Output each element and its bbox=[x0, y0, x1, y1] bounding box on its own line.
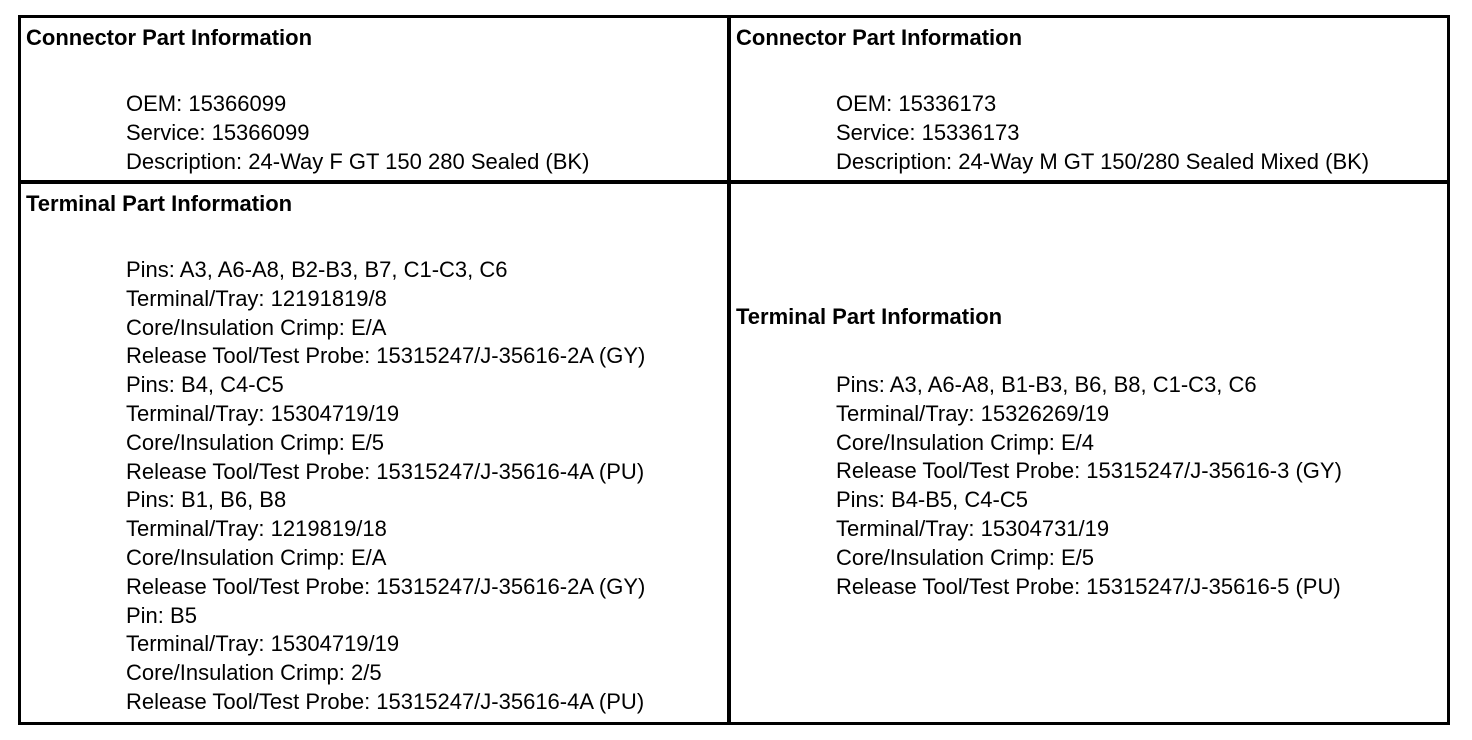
terminal-tray-line: Terminal/Tray: 15304719/19 bbox=[126, 400, 400, 426]
connector-details-left bbox=[126, 90, 589, 176]
terminal-part-info-right bbox=[731, 184, 1447, 722]
terminal-tray-line: Terminal/Tray: 12191819/8 bbox=[126, 285, 387, 311]
connector-details-right bbox=[836, 90, 1369, 176]
oem-number: OEM: 15336173 bbox=[836, 91, 997, 116]
release-tool-line: Release Tool/Test Probe: 15315247/J-35616-2A (GY) bbox=[126, 343, 646, 369]
pins-line: Pin: B5 bbox=[126, 602, 197, 628]
connector-part-info-right bbox=[731, 18, 1447, 184]
terminal-details-right bbox=[836, 371, 1342, 601]
connector-heading-right: Connector Part Information bbox=[736, 25, 1023, 50]
terminal-tray-line: Terminal/Tray: 1219819/18 bbox=[126, 516, 387, 542]
description: Description: 24-Way F GT 150 280 Sealed (BK) bbox=[126, 148, 590, 174]
terminal-tray-line: Terminal/Tray: 15304719/19 bbox=[126, 631, 400, 657]
service-number: Service: 15336173 bbox=[836, 119, 1020, 145]
connector-heading-left: Connector Part Information bbox=[26, 25, 313, 50]
release-tool-line: Release Tool/Test Probe: 15315247/J-35616-4A (PU) bbox=[126, 458, 645, 484]
pins-line: Pins: B1, B6, B8 bbox=[126, 487, 287, 513]
release-tool-line: Release Tool/Test Probe: 15315247/J-35616-5 (PU) bbox=[836, 573, 1341, 599]
pins-line: Pins: B4, C4-C5 bbox=[126, 372, 284, 398]
crimp-line: Core/Insulation Crimp: E/A bbox=[126, 544, 387, 570]
crimp-line: Core/Insulation Crimp: E/4 bbox=[836, 429, 1094, 455]
release-tool-line: Release Tool/Test Probe: 15315247/J-35616-3 (GY) bbox=[836, 458, 1342, 484]
connector-part-info-left bbox=[21, 18, 731, 184]
crimp-line: Core/Insulation Crimp: 2/5 bbox=[126, 660, 382, 686]
crimp-line: Core/Insulation Crimp: E/5 bbox=[836, 544, 1094, 570]
terminal-part-info-left bbox=[21, 184, 731, 722]
terminal-details-left bbox=[126, 256, 645, 717]
description: Description: 24-Way M GT 150/280 Sealed Mixed (BK) bbox=[836, 148, 1370, 174]
pins-line: Pins: A3, A6-A8, B2-B3, B7, C1-C3, C6 bbox=[126, 257, 508, 282]
oem-number: OEM: 15366099 bbox=[126, 91, 287, 116]
service-number: Service: 15366099 bbox=[126, 119, 310, 145]
terminal-heading-right: Terminal Part Information bbox=[736, 304, 1003, 329]
release-tool-line: Release Tool/Test Probe: 15315247/J-35616-2A (GY) bbox=[126, 573, 646, 599]
crimp-line: Core/Insulation Crimp: E/A bbox=[126, 314, 387, 340]
terminal-heading-left: Terminal Part Information bbox=[26, 191, 293, 216]
pins-line: Pins: A3, A6-A8, B1-B3, B6, B8, C1-C3, C6 bbox=[836, 372, 1257, 397]
pins-line: Pins: B4-B5, C4-C5 bbox=[836, 487, 1028, 513]
connector-terminal-table bbox=[18, 15, 1450, 725]
release-tool-line: Release Tool/Test Probe: 15315247/J-35616-4A (PU) bbox=[126, 688, 645, 714]
terminal-tray-line: Terminal/Tray: 15304731/19 bbox=[836, 515, 1110, 541]
crimp-line: Core/Insulation Crimp: E/5 bbox=[126, 429, 384, 455]
terminal-tray-line: Terminal/Tray: 15326269/19 bbox=[836, 400, 1110, 426]
